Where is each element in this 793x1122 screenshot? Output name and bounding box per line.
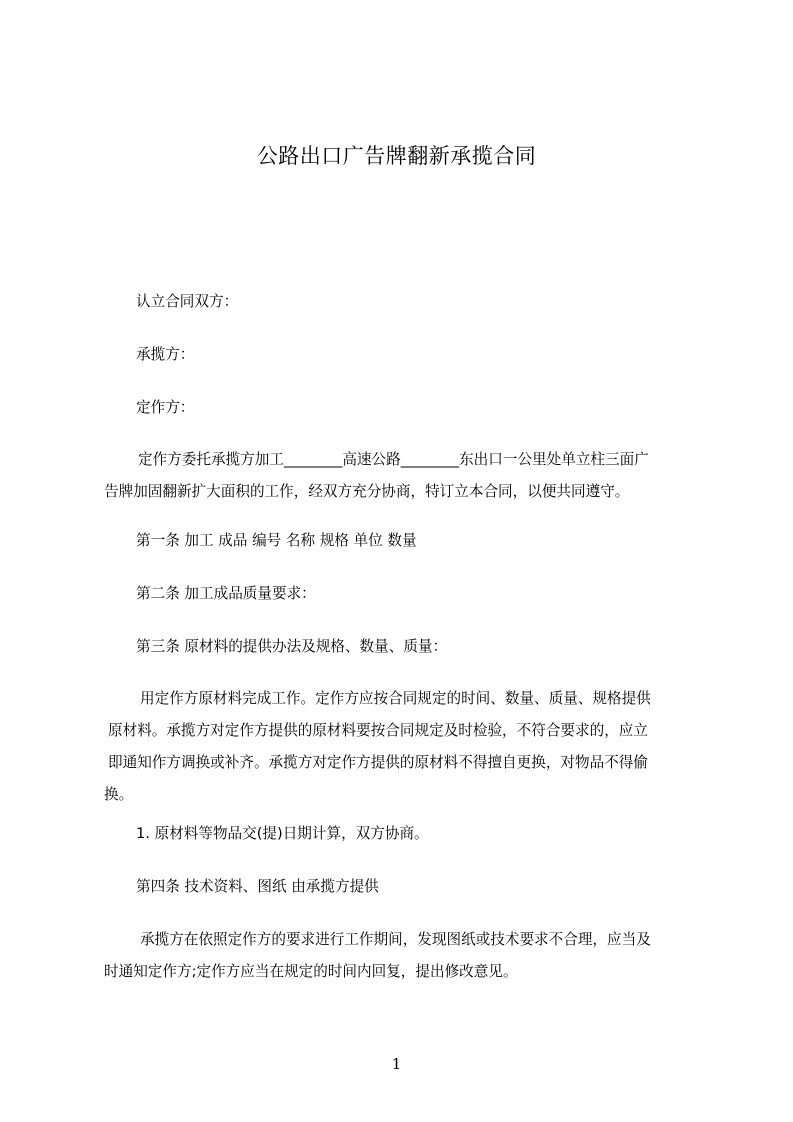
paragraph-line: 第三条 原材料的提供办法及规格、数量、质量： xyxy=(136,638,448,655)
paragraph-materials xyxy=(104,683,701,811)
paragraph-line: 认立合同双方： xyxy=(136,293,239,310)
paragraph-line: 第二条 加工成品质量要求： xyxy=(136,585,316,602)
article-1 xyxy=(104,525,733,557)
paragraph-line: 第一条 加工 成品 编号 名称 规格 单位 数量 xyxy=(136,532,417,549)
paragraph-line: 用定作方原材料完成工作。定作方应按合同规定的时间、数量、质量、规格提供 xyxy=(140,690,651,707)
paragraph-client xyxy=(104,392,733,424)
paragraph-line: 定作方： xyxy=(136,399,195,416)
paragraph-line: 第四条 技术资料、图纸 由承揽方提供 xyxy=(136,878,379,895)
article-3 xyxy=(104,631,733,663)
paragraph-line: 换。 xyxy=(104,786,134,803)
article-4 xyxy=(104,871,733,903)
paragraph-line: 承揽方： xyxy=(136,346,195,363)
paragraph-technical xyxy=(104,924,701,988)
article-2 xyxy=(104,578,733,610)
paragraph-line: 时通知定作方;定作方应当在规定的时间内回复，提出修改意见。 xyxy=(104,963,518,980)
page-number: 1 xyxy=(391,1055,402,1073)
paragraph-line: 定作方委托承揽方加工________高速公路________东出口一公里处单立柱三面广 xyxy=(138,451,649,468)
paragraph-line: 承揽方在依照定作方的要求进行工作期间，发现图纸或技术要求不合理，应当及 xyxy=(140,931,651,948)
paragraph-parties-intro xyxy=(104,286,733,318)
paragraph-line: 即通知作方调换或补齐。承揽方对定作方提供的原材料不得擅自更换，对物品不得偷 xyxy=(108,754,648,771)
document-title: 公路出口广告牌翻新承揽合同 xyxy=(256,144,537,168)
paragraph-contractor xyxy=(104,339,733,371)
paragraph-line: 告牌加固翻新扩大面积的工作，经双方充分协商，特订立本合同，以便共同遵守。 xyxy=(104,483,630,500)
paragraph-line: 原材料。承揽方对定作方提供的原材料要按合同规定及时检验，不符合要求的，应立 xyxy=(108,722,648,739)
paragraph-line: 1. 原材料等物品交(提)日期计算，双方协商。 xyxy=(136,825,429,842)
paragraph-commission xyxy=(104,444,701,508)
paragraph-delivery-date xyxy=(104,818,733,850)
